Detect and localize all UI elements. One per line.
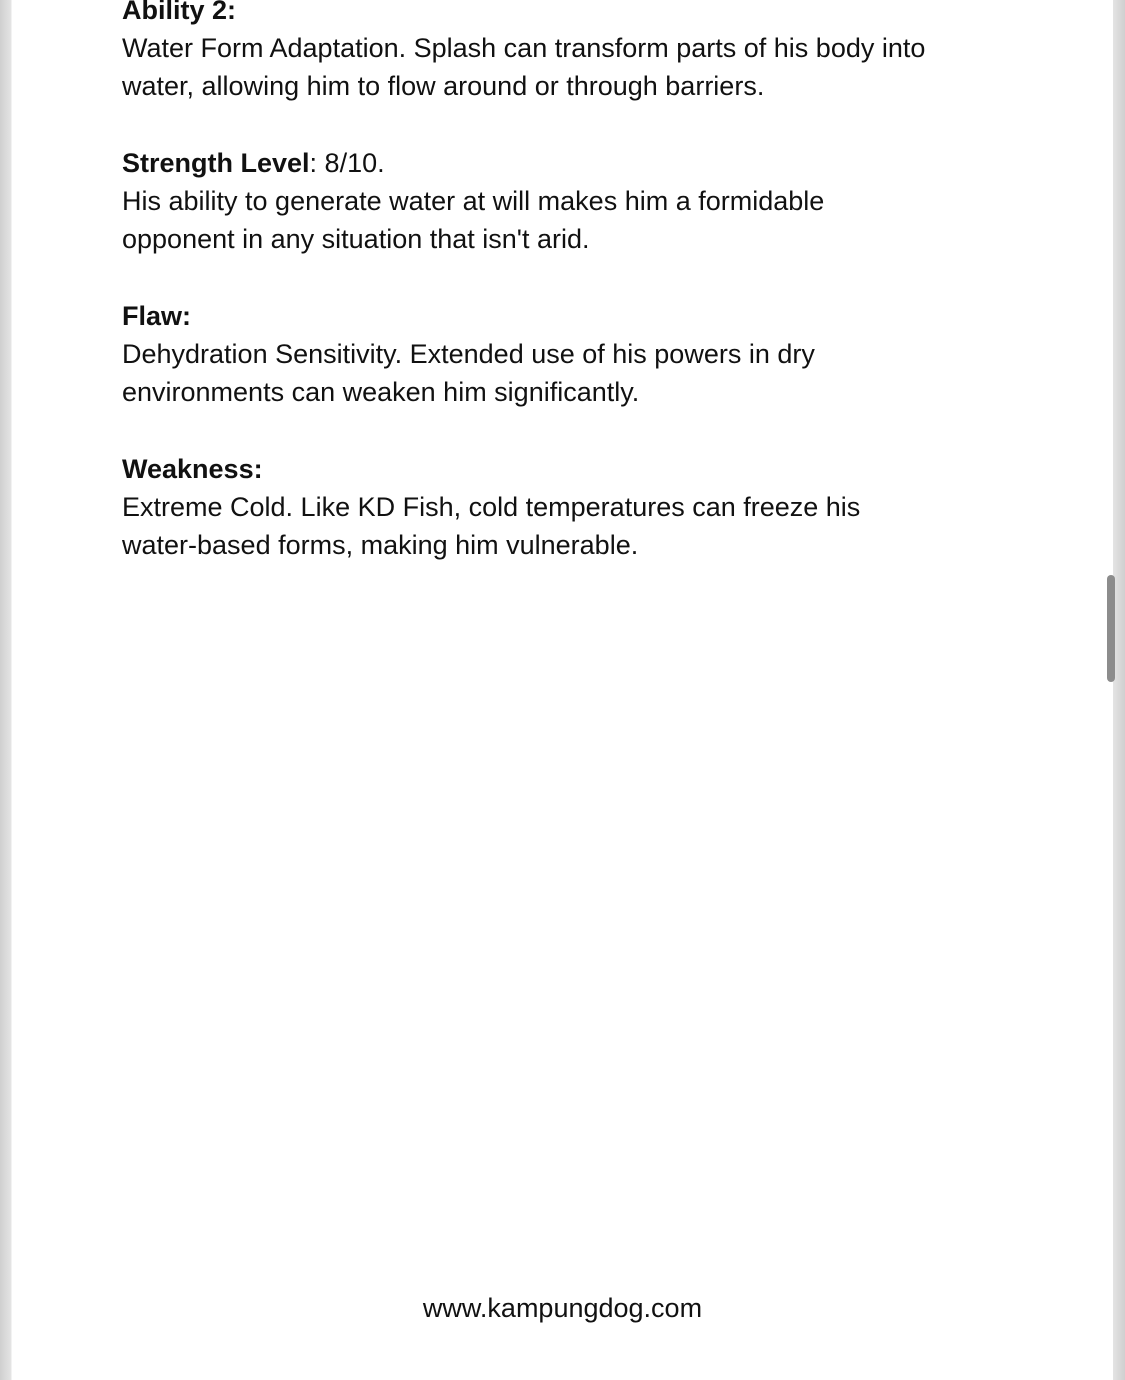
ability-2-heading: Ability 2: — [122, 0, 237, 25]
vertical-scrollbar[interactable] — [1107, 0, 1117, 1380]
document-page — [12, 0, 1113, 1380]
footer-website-link[interactable]: www.kampungdog.com — [422, 1293, 703, 1323]
strength-text-line-1: His ability to generate water at will makes him a formidable — [122, 186, 825, 216]
flaw-text-line-1: Dehydration Sensitivity. Extended use of his powers in dry — [122, 339, 815, 369]
weakness-heading: Weakness: — [122, 454, 263, 484]
strength-level-line — [122, 144, 1022, 182]
page-content — [122, 0, 1022, 603]
flaw-text-line-2: environments can weaken him significantly. — [122, 377, 640, 407]
strength-level-value: : 8/10. — [309, 148, 385, 178]
strength-level-heading: Strength Level — [122, 148, 310, 178]
weakness-text-line-1: Extreme Cold. Like KD Fish, cold temperatures can freeze his — [122, 492, 861, 522]
strength-text-line-2: opponent in any situation that isn't arid. — [122, 224, 590, 254]
ability-2-text-line-1: Water Form Adaptation. Splash can transform parts of his body into — [122, 33, 926, 63]
section-flaw — [122, 297, 1022, 411]
weakness-text-line-2: water-based forms, making him vulnerable. — [122, 530, 639, 560]
ability-2-text-line-2: water, allowing him to flow around or through barriers. — [122, 71, 765, 101]
section-strength-level — [122, 144, 1022, 258]
section-ability-2 — [122, 0, 1022, 105]
flaw-heading: Flaw: — [122, 301, 192, 331]
section-weakness — [122, 450, 1022, 564]
scrollbar-thumb[interactable] — [1107, 575, 1115, 682]
